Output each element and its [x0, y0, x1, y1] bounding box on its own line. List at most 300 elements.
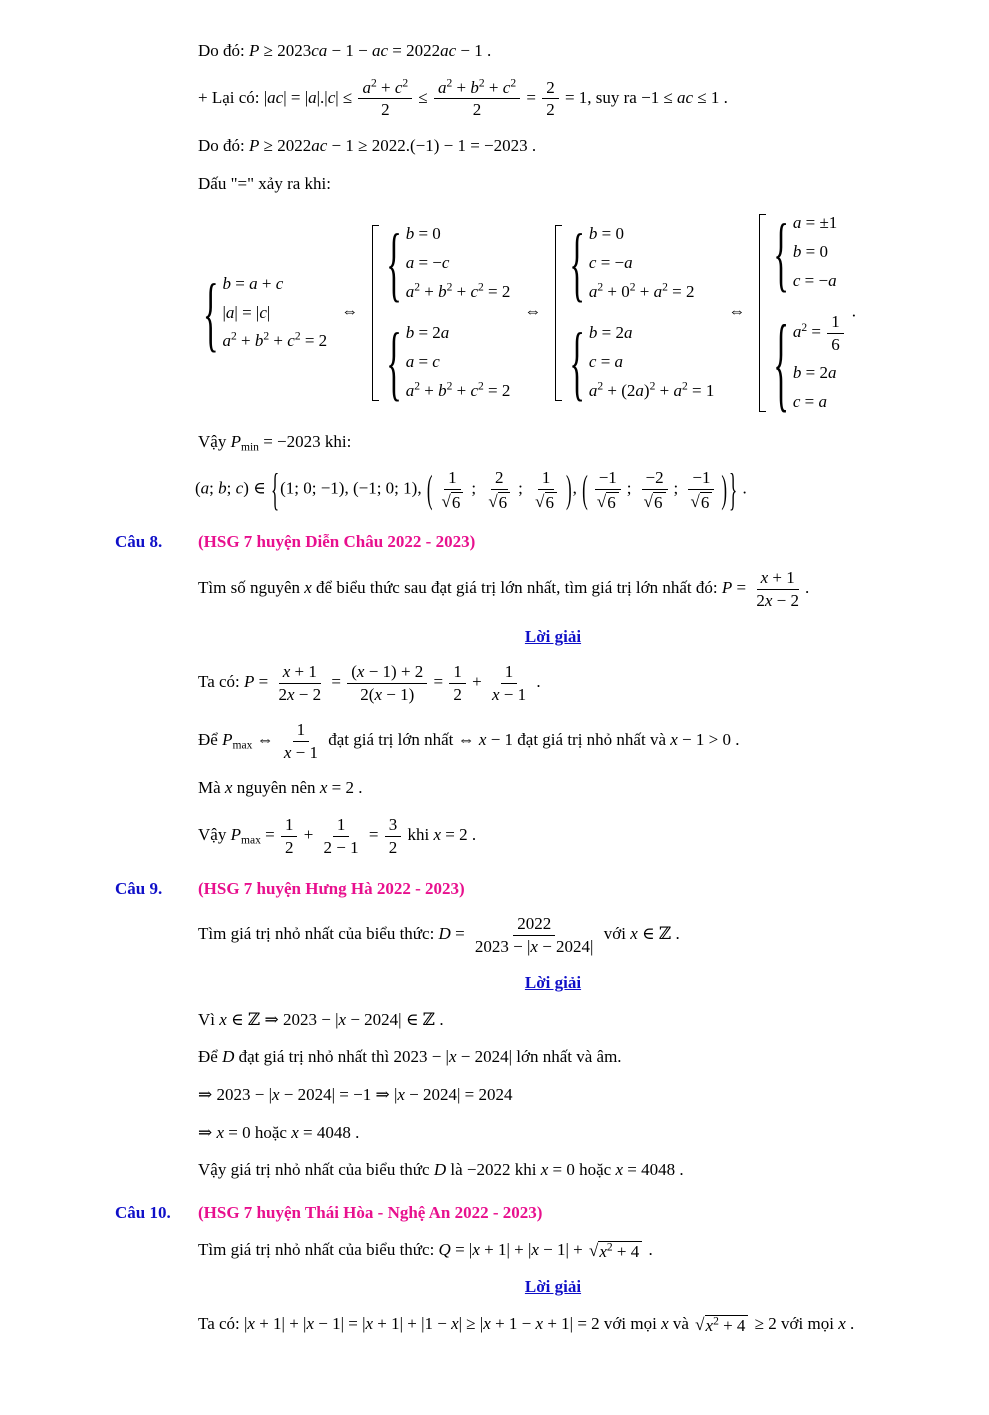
math-text: − 2: [772, 590, 800, 610]
math-variable: a: [440, 323, 450, 343]
equation-row: [406, 322, 450, 345]
math-text: .: [532, 672, 541, 692]
paragraph: [198, 814, 931, 859]
math-text: (1; 0; −1), (−1; 0; 1),: [280, 478, 426, 498]
math-text: − 1 ≥ 2022.(−1) − 1 = −2023: [327, 136, 528, 156]
radical-sign: √: [588, 1240, 599, 1260]
math-text: = −: [596, 253, 625, 273]
math-text: 6: [654, 492, 663, 512]
square-root: [691, 492, 713, 513]
equation-row: [589, 380, 714, 403]
math-text: +: [299, 825, 318, 845]
fraction: [436, 467, 470, 512]
question-heading: [115, 1201, 931, 1225]
denominator: [280, 742, 322, 764]
math-text: =: [364, 825, 383, 845]
math-variable: a: [635, 380, 644, 400]
math-text: (: [195, 478, 201, 498]
math-variable: D: [438, 924, 451, 944]
math-text: Để: [198, 730, 223, 750]
left-brace: {: [203, 265, 219, 360]
math-text: 2: [472, 100, 482, 120]
math-text: +: [655, 380, 674, 400]
math-text: Do đó:: [198, 136, 249, 156]
left-bracket: [555, 225, 562, 401]
math-variable: x: [483, 1314, 491, 1334]
math-text: đạt giá trị nhỏ nhất thì: [234, 1047, 394, 1067]
math-text: =: [414, 351, 433, 371]
math-text: ;: [626, 478, 636, 498]
math-variable: x: [282, 662, 291, 682]
superscript: 2: [597, 280, 604, 294]
math-variable: a: [308, 87, 317, 107]
superscript: 2: [478, 76, 485, 90]
square-root: [644, 492, 666, 513]
paragraph: [198, 1158, 931, 1183]
math-text: .: [435, 1009, 444, 1029]
math-text: + 1| + |: [479, 1239, 532, 1259]
math-variable: P: [721, 578, 733, 598]
math-text: = 2: [667, 282, 695, 302]
superscript: 2: [801, 321, 808, 335]
radicand: [606, 492, 619, 513]
math-text: = ±1: [801, 213, 838, 233]
math-text: + 0: [603, 282, 630, 302]
math-text: = 2: [327, 778, 354, 798]
solution-heading: Lời giải: [524, 626, 582, 646]
math-text: Ta có:: [198, 1314, 245, 1334]
equation-row: [223, 273, 284, 296]
equation-column: [406, 322, 511, 403]
math-variable: b: [470, 77, 479, 97]
math-variable: c: [470, 380, 478, 400]
math-text: = 2: [414, 323, 441, 343]
superscript: 2: [681, 379, 688, 393]
math-text: ;: [518, 478, 528, 498]
math-text: Tìm giá trị nhỏ nhất của biểu thức:: [198, 1239, 439, 1259]
math-text: ⇔: [457, 730, 479, 750]
math-variable: c: [470, 282, 478, 302]
math-text: 1: [336, 815, 346, 835]
math-variable: a: [222, 331, 232, 351]
math-text: |: [244, 1314, 248, 1334]
radicand: [545, 492, 558, 513]
equation-row: [406, 223, 441, 246]
math-variable: c: [275, 273, 284, 293]
math-text: = 4048: [298, 1122, 351, 1142]
left-bracket: [759, 214, 766, 411]
fraction: [591, 467, 625, 512]
math-text: khi: [403, 825, 434, 845]
math-text: − 2024| ∈ ℤ: [346, 1009, 436, 1029]
math-text: − 1: [291, 742, 318, 762]
math-text: hoặc: [574, 1160, 616, 1180]
equation-row: [793, 212, 837, 235]
paragraph: [198, 1083, 931, 1108]
equation-column: [406, 223, 511, 304]
paragraph: [198, 1008, 931, 1033]
equation-row: [406, 380, 511, 403]
math-text: 2: [381, 100, 390, 120]
math-text: −1 ≤: [641, 87, 678, 107]
math-variable: ac: [311, 136, 328, 156]
question-number: Câu 9.: [115, 878, 163, 898]
solution-heading: Lời giải: [524, 972, 582, 992]
math-text: +: [257, 273, 276, 293]
math-text: − 2024|: [456, 1047, 513, 1067]
math-variable: ac: [440, 41, 457, 60]
math-variable: x: [304, 578, 312, 598]
math-text: ⇔: [524, 301, 542, 321]
math-variable: c: [235, 478, 244, 498]
math-variable: x: [760, 568, 769, 588]
math-text: +: [269, 331, 288, 351]
math-text: +: [419, 380, 439, 400]
question-number: Câu 8.: [115, 532, 163, 552]
math-text: ⇔: [728, 301, 746, 321]
math-text: +: [452, 77, 471, 97]
superscript: 2: [713, 1314, 719, 1328]
fraction: [320, 814, 363, 859]
paragraph: [198, 1238, 931, 1263]
math-text: 2: [453, 685, 462, 705]
math-text: |: [266, 302, 271, 322]
math-variable: x: [397, 1084, 405, 1104]
equation-column: [793, 212, 837, 293]
math-variable: P: [249, 136, 260, 156]
math-variable: x: [448, 1047, 457, 1067]
math-text: và: [668, 1314, 694, 1334]
equation-row: [589, 281, 695, 304]
numerator: [333, 814, 350, 837]
math-variable: c: [792, 391, 801, 411]
fraction: [385, 814, 402, 859]
math-text: − 1 > 0: [677, 730, 731, 750]
question-heading: [115, 530, 931, 554]
math-text: hoặc: [250, 1122, 292, 1142]
math-text: 1: [541, 468, 551, 488]
math-text: 3: [388, 815, 398, 835]
math-variable: x: [530, 937, 538, 957]
math-variable: Q: [438, 1239, 451, 1259]
math-text: = 2022: [388, 41, 441, 60]
math-variable: x: [216, 1122, 225, 1142]
math-text: ⇒ 2023 − |: [198, 1084, 272, 1104]
numerator: [293, 719, 310, 742]
math-variable: x: [374, 685, 382, 705]
radicand: [653, 492, 666, 513]
math-variable: a: [792, 322, 802, 342]
numerator: [542, 77, 559, 100]
paragraph: [198, 661, 931, 706]
question-source: (HSG 7 huyện Hưng Hà 2022 - 2023): [198, 878, 465, 898]
math-text: − 2: [294, 685, 322, 705]
math-text: ∈ ℤ ⇒ 2023 − |: [226, 1009, 339, 1029]
fraction: [542, 77, 559, 122]
or-bracket-system: [372, 216, 511, 409]
big-delimiter: }: [729, 464, 738, 516]
math-variable: c: [259, 302, 267, 322]
fraction: [638, 467, 672, 512]
math-text: +: [635, 282, 654, 302]
superscript: 2: [402, 76, 409, 90]
math-variable: c: [327, 87, 336, 107]
math-text: Để: [198, 1047, 223, 1067]
paragraph: [198, 913, 931, 958]
math-text: = 0: [597, 224, 624, 244]
equation-row: [589, 252, 633, 275]
math-variable: b: [218, 478, 227, 498]
math-text: =: [807, 322, 826, 342]
numerator: [513, 913, 555, 936]
math-text: ≥ 2: [750, 1314, 777, 1334]
math-variable: P: [249, 41, 260, 60]
math-text: +: [236, 331, 255, 351]
superscript: 2: [510, 76, 517, 90]
radicand: [498, 492, 511, 513]
equation-column: [793, 311, 846, 413]
fraction: [449, 661, 466, 706]
denominator: [482, 490, 516, 512]
math-text: + 1: [290, 662, 317, 682]
big-delimiter: ): [566, 467, 572, 512]
denominator: [685, 490, 719, 512]
math-text: .: [353, 778, 363, 798]
left-brace: {: [773, 302, 789, 422]
math-text: nguyên nên: [232, 778, 320, 798]
superscript: 2: [446, 76, 453, 90]
subscript: max: [240, 833, 261, 847]
math-variable: x: [291, 1122, 299, 1142]
math-text: Vì: [198, 1009, 220, 1029]
fraction: [358, 77, 412, 122]
paragraph: [198, 134, 931, 159]
math-text: ): [643, 380, 650, 400]
math-variable: c: [792, 271, 801, 291]
math-text: − 2024| = −1 ⇒ |: [279, 1084, 398, 1104]
math-variable: c: [588, 351, 597, 371]
math-text: 2: [546, 77, 555, 97]
math-variable: a: [653, 282, 663, 302]
math-text: − 1): [382, 685, 415, 705]
denominator: [449, 684, 466, 706]
cases-system: [569, 216, 695, 311]
radical-sign: √: [690, 491, 700, 511]
math-text: ≤ 1: [693, 87, 720, 107]
math-text: 2: [756, 590, 765, 610]
math-variable: a: [673, 380, 682, 400]
math-text: = −2023: [258, 431, 321, 451]
math-text: +: [452, 380, 471, 400]
math-text: 2023 − |: [393, 1047, 449, 1067]
math-text: ⇔: [341, 301, 359, 321]
math-variable: ac: [371, 41, 389, 60]
math-variable: c: [394, 77, 403, 97]
math-text: 1: [504, 662, 514, 682]
math-text: = 0: [414, 224, 441, 244]
math-text: + 1 −: [490, 1314, 536, 1334]
math-text: 2: [388, 837, 398, 857]
numerator: [385, 814, 402, 837]
math-text: −2: [645, 468, 664, 488]
math-variable: a: [828, 271, 837, 291]
math-variable: x: [630, 924, 638, 944]
fraction: [471, 913, 598, 958]
math-text: | ≤: [335, 87, 357, 107]
math-text: .: [350, 1122, 360, 1142]
question-source: (HSG 7 huyện Thái Hòa - Nghệ An 2022 - 2023): [198, 1202, 543, 1222]
math-text: Tìm giá trị nhỏ nhất của biểu thức:: [198, 924, 439, 944]
math-text: = 2: [597, 323, 624, 343]
math-text: − 1) + 2: [364, 662, 424, 682]
left-bracket: [372, 225, 379, 401]
equation-row: [793, 362, 837, 385]
math-variable: x: [338, 1009, 347, 1029]
equation-row: [793, 241, 828, 264]
math-text: .: [851, 301, 856, 321]
math-text: 2022: [517, 914, 552, 934]
big-delimiter: ): [721, 467, 728, 512]
math-text: = 1: [687, 380, 715, 400]
fraction: [827, 311, 844, 356]
math-text: |: [222, 302, 226, 322]
math-text: là: [446, 1160, 467, 1180]
math-text: + 1| = 2: [543, 1314, 600, 1334]
math-text: =: [732, 578, 751, 598]
document-content: [115, 39, 931, 1337]
math-text: |.|: [316, 87, 328, 107]
numerator: [347, 661, 427, 684]
numerator: [827, 311, 844, 334]
radicand: [705, 1315, 749, 1336]
fraction: [275, 661, 326, 706]
math-variable: c: [588, 253, 597, 273]
math-variable: x: [224, 778, 233, 798]
math-variable: x: [670, 730, 678, 750]
math-variable: a: [362, 77, 371, 97]
math-text: đạt giá trị nhỏ nhất và: [513, 730, 671, 750]
math-text: .: [738, 478, 747, 498]
math-text: , suy ra: [587, 87, 642, 107]
math-text: ≥ 2023: [259, 41, 312, 60]
paragraph: [198, 1312, 931, 1337]
math-variable: x: [319, 778, 328, 798]
solution-heading: Lời giải: [524, 1277, 582, 1297]
denominator: [542, 99, 559, 121]
math-text: 2 − 1: [323, 837, 359, 857]
cases-system: [569, 315, 715, 409]
math-variable: x: [287, 685, 295, 705]
math-text: Ta có:: [198, 672, 245, 692]
math-text: = 2: [801, 362, 828, 382]
paragraph: [198, 1121, 931, 1146]
equation-row: [793, 270, 837, 293]
math-text: +: [376, 77, 395, 97]
numerator: [501, 661, 518, 684]
math-text: .: [730, 730, 740, 750]
math-text: 6: [498, 492, 508, 512]
math-variable: x: [615, 1160, 623, 1180]
math-text: −1: [598, 468, 617, 488]
equation-row: [793, 311, 846, 356]
denominator: [529, 490, 563, 512]
math-text: − 1 −: [327, 41, 372, 60]
radical-sign: √: [535, 491, 545, 511]
math-variable: x: [705, 1315, 714, 1335]
math-variable: x: [306, 1314, 314, 1334]
equation-column: [223, 273, 328, 354]
paragraph: [198, 776, 931, 801]
math-variable: x: [661, 1314, 669, 1334]
math-text: ≥ 2022: [259, 136, 312, 156]
math-text: = 2: [441, 825, 468, 845]
math-text: 2(: [360, 685, 375, 705]
radical-sign: √: [695, 1314, 705, 1334]
math-variable: x: [219, 1009, 227, 1029]
math-text: =: [522, 87, 541, 107]
subscript: min: [240, 440, 259, 454]
radicand: [700, 492, 713, 513]
equation-row: [589, 322, 633, 345]
numerator: [538, 467, 555, 490]
math-text: =: [254, 672, 273, 692]
left-brace: {: [773, 205, 789, 300]
superscript: 2: [446, 280, 453, 294]
math-text: Vậy: [198, 431, 231, 451]
math-text: .: [845, 1314, 855, 1334]
math-text: .: [527, 136, 537, 156]
cases-system: [386, 315, 511, 409]
cases-system: [773, 302, 845, 422]
denominator: [281, 837, 298, 859]
math-text: + (2: [603, 380, 636, 400]
math-text: + 1| + |: [254, 1314, 307, 1334]
math-text: Do đó:: [198, 41, 249, 60]
math-text: ;: [209, 478, 219, 498]
paragraph: [198, 172, 931, 197]
denominator: [275, 684, 326, 706]
math-variable: c: [287, 331, 295, 351]
math-text: | ≥ |: [458, 1314, 484, 1334]
numerator: [757, 567, 799, 590]
math-variable: c: [441, 253, 450, 273]
numerator: [281, 814, 298, 837]
numerator: [449, 661, 466, 684]
math-text: = 0: [801, 242, 828, 262]
math-text: = |: [450, 1239, 473, 1259]
square-root: [535, 492, 557, 513]
math-text: .: [482, 41, 492, 60]
superscript: 2: [414, 379, 420, 393]
math-text: 1: [284, 815, 294, 835]
math-variable: x: [535, 1314, 544, 1334]
math-text: ∈ ℤ: [637, 924, 672, 944]
paragraph: [198, 567, 931, 612]
equation-row: [589, 351, 623, 374]
math-variable: a: [624, 253, 633, 273]
denominator: [436, 490, 470, 512]
math-text: |: [263, 87, 268, 107]
math-text: 6: [545, 492, 554, 512]
math-text: với: [599, 924, 631, 944]
denominator: [488, 684, 530, 706]
math-text: − 1: [499, 685, 527, 705]
equation-row: [793, 391, 827, 414]
math-text: =: [800, 391, 819, 411]
math-text: 2: [546, 100, 555, 120]
math-text: ,: [572, 478, 582, 498]
math-variable: b: [588, 224, 598, 244]
